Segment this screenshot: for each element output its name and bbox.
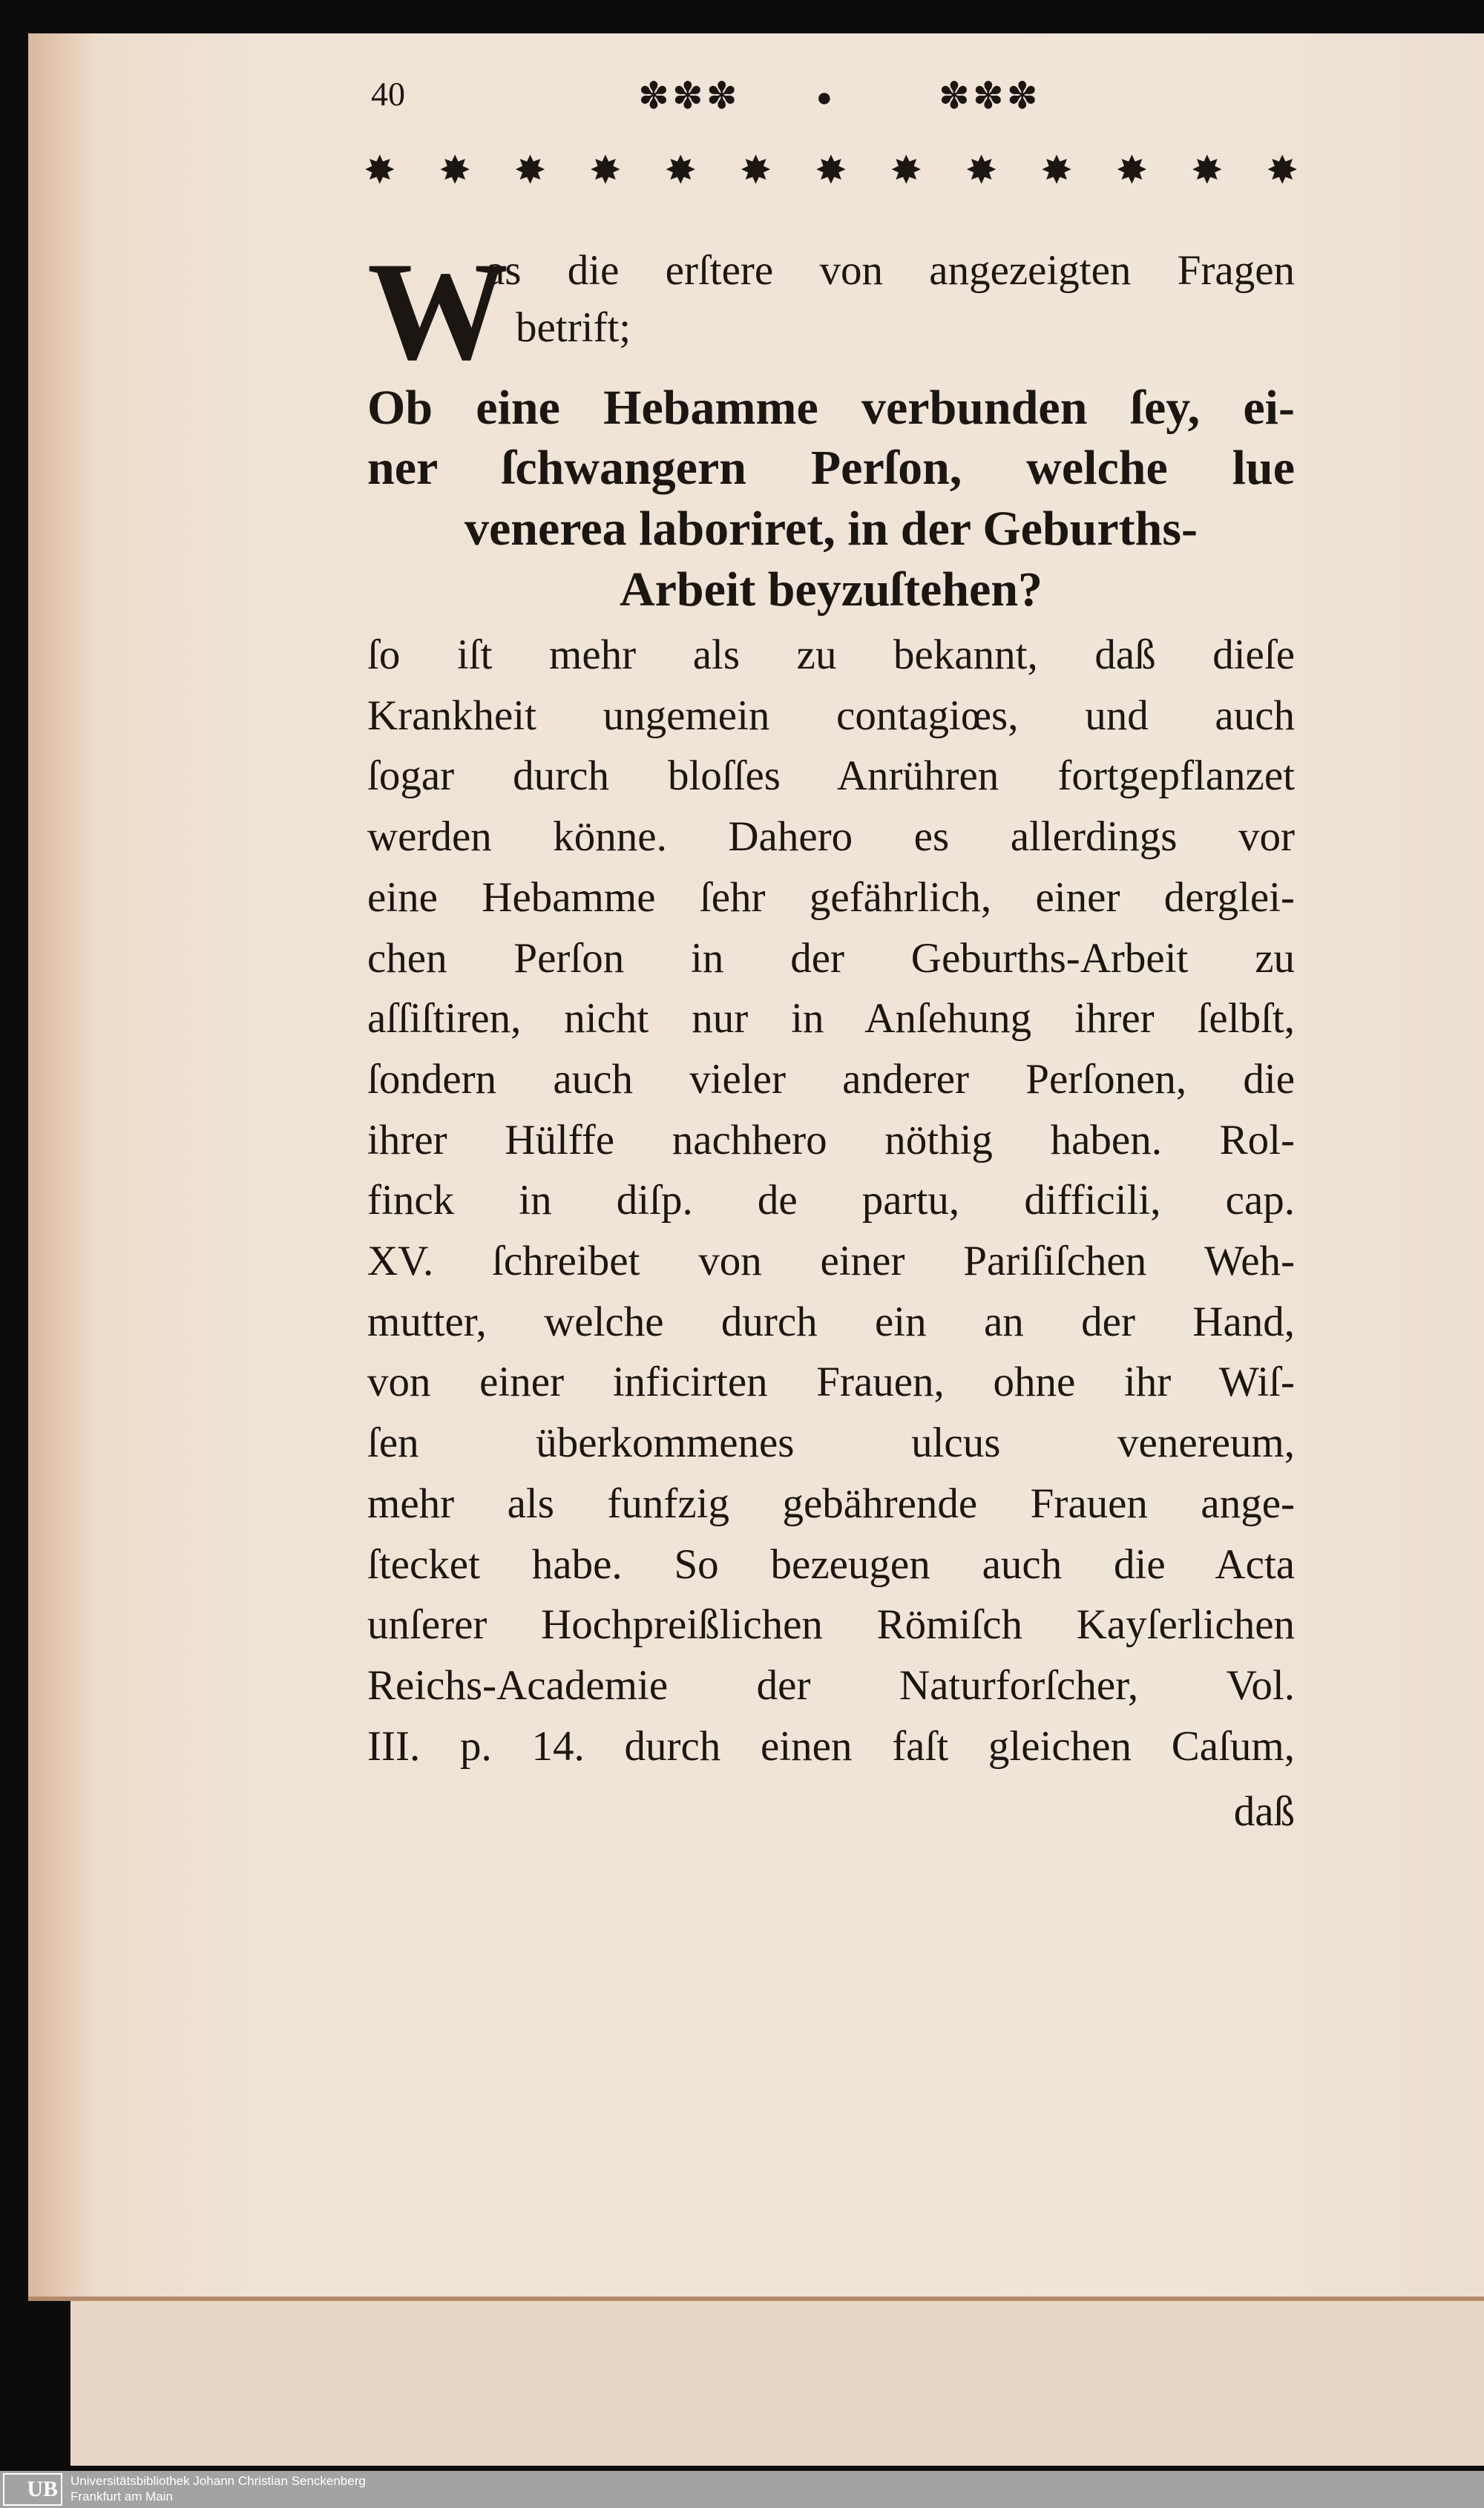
body-text-line: ſen überkommenes ulcus venereum, xyxy=(367,1419,1295,1467)
star-ornament-row xyxy=(364,148,1298,193)
body-text-line: ſondern auch vieler anderer Perſonen, die xyxy=(367,1055,1295,1103)
body-text-line: ſtecket habe. So bezeugen auch die Acta xyxy=(367,1540,1295,1588)
body-text-line: unſerer Hochpreißlichen Römiſch Kayſerlichen xyxy=(367,1601,1295,1649)
text-line: as die erſtere von angezeigten Fragen xyxy=(486,247,1295,294)
body-text-line: ihrer Hülffe nachhero nöthig haben. Rol- xyxy=(367,1116,1295,1163)
page-number: 40 xyxy=(371,75,405,113)
body-text-line: ſogar durch bloſſes Anrühren fortgepflanzet xyxy=(367,752,1295,800)
body-text-line: werden könne. Dahero es allerdings vor xyxy=(367,813,1295,861)
body-text-line: finck in diſp. de partu, difficili, cap. xyxy=(367,1177,1295,1224)
body-text-line: ſo iſt mehr als zu bekannt, daß dieſe xyxy=(367,631,1295,678)
star-ornament: ✸ xyxy=(1266,150,1298,192)
body-text-line: mehr als funfzig gebährende Frauen ange- xyxy=(367,1480,1295,1527)
star-ornament: ✸ xyxy=(890,150,923,192)
star-ornament: ✸ xyxy=(815,150,847,192)
book-page xyxy=(28,33,1484,2301)
ornament-left: ✽✽✽ xyxy=(638,75,741,116)
body-text-line: mutter, welche durch ein an der Hand, xyxy=(367,1298,1295,1345)
heading-line: venerea laboriret, in der Geburths- xyxy=(464,502,1198,556)
body-text-line: XV. ſchreibet von einer Pariſiſchen Weh- xyxy=(367,1238,1295,1284)
star-ornament: ✸ xyxy=(664,150,697,192)
library-footer xyxy=(0,2471,1484,2508)
library-name: Universitätsbibliothek Johann Christian Senckenberg xyxy=(70,2474,366,2488)
body-text-line: von einer inficirten Frauen, ohne ihr Wiſ- xyxy=(367,1359,1295,1406)
library-logo: UB xyxy=(3,2473,62,2506)
body-text-line: eine Hebamme ſehr gefährlich, einer derglei- xyxy=(367,873,1295,921)
body-text-line: Krankheit ungemein contagiœs, und auch xyxy=(367,692,1295,739)
drop-cap: W xyxy=(367,234,508,390)
heading-line: Arbeit beyzuſtehen? xyxy=(619,562,1043,617)
star-ornament: ✸ xyxy=(1190,150,1224,192)
ornament-center: ● xyxy=(816,82,835,112)
library-city: Frankfurt am Main xyxy=(70,2489,173,2504)
star-ornament: ✸ xyxy=(364,150,396,192)
body-text-line: aſſiſtiren, nicht nur in Anſehung ihrer ſelbſt, xyxy=(367,995,1295,1043)
star-ornament: ✸ xyxy=(439,150,471,192)
text-line: betrift; xyxy=(516,304,631,351)
star-ornament: ✸ xyxy=(1115,150,1149,192)
star-ornament: ✸ xyxy=(965,150,998,192)
catchword: daß xyxy=(1233,1788,1295,1835)
star-ornament: ✸ xyxy=(1040,150,1073,192)
heading-line: ner ſchwangern Perſon, welche lue xyxy=(367,441,1295,495)
body-text-line: III. p. 14. durch einen faſt gleichen Caſum, xyxy=(367,1722,1295,1770)
body-text-line: Reichs-Academie der Naturforſcher, Vol. xyxy=(367,1661,1295,1709)
ornament-right: ✽✽✽ xyxy=(939,75,1041,116)
body-text-line: chen Perſon in der Geburths-Arbeit zu xyxy=(367,934,1295,982)
star-ornament: ✸ xyxy=(513,150,547,192)
heading-line: Ob eine Hebamme verbunden ſey, ei- xyxy=(367,381,1295,435)
star-ornament: ✸ xyxy=(739,150,772,192)
star-ornament: ✸ xyxy=(589,150,622,192)
